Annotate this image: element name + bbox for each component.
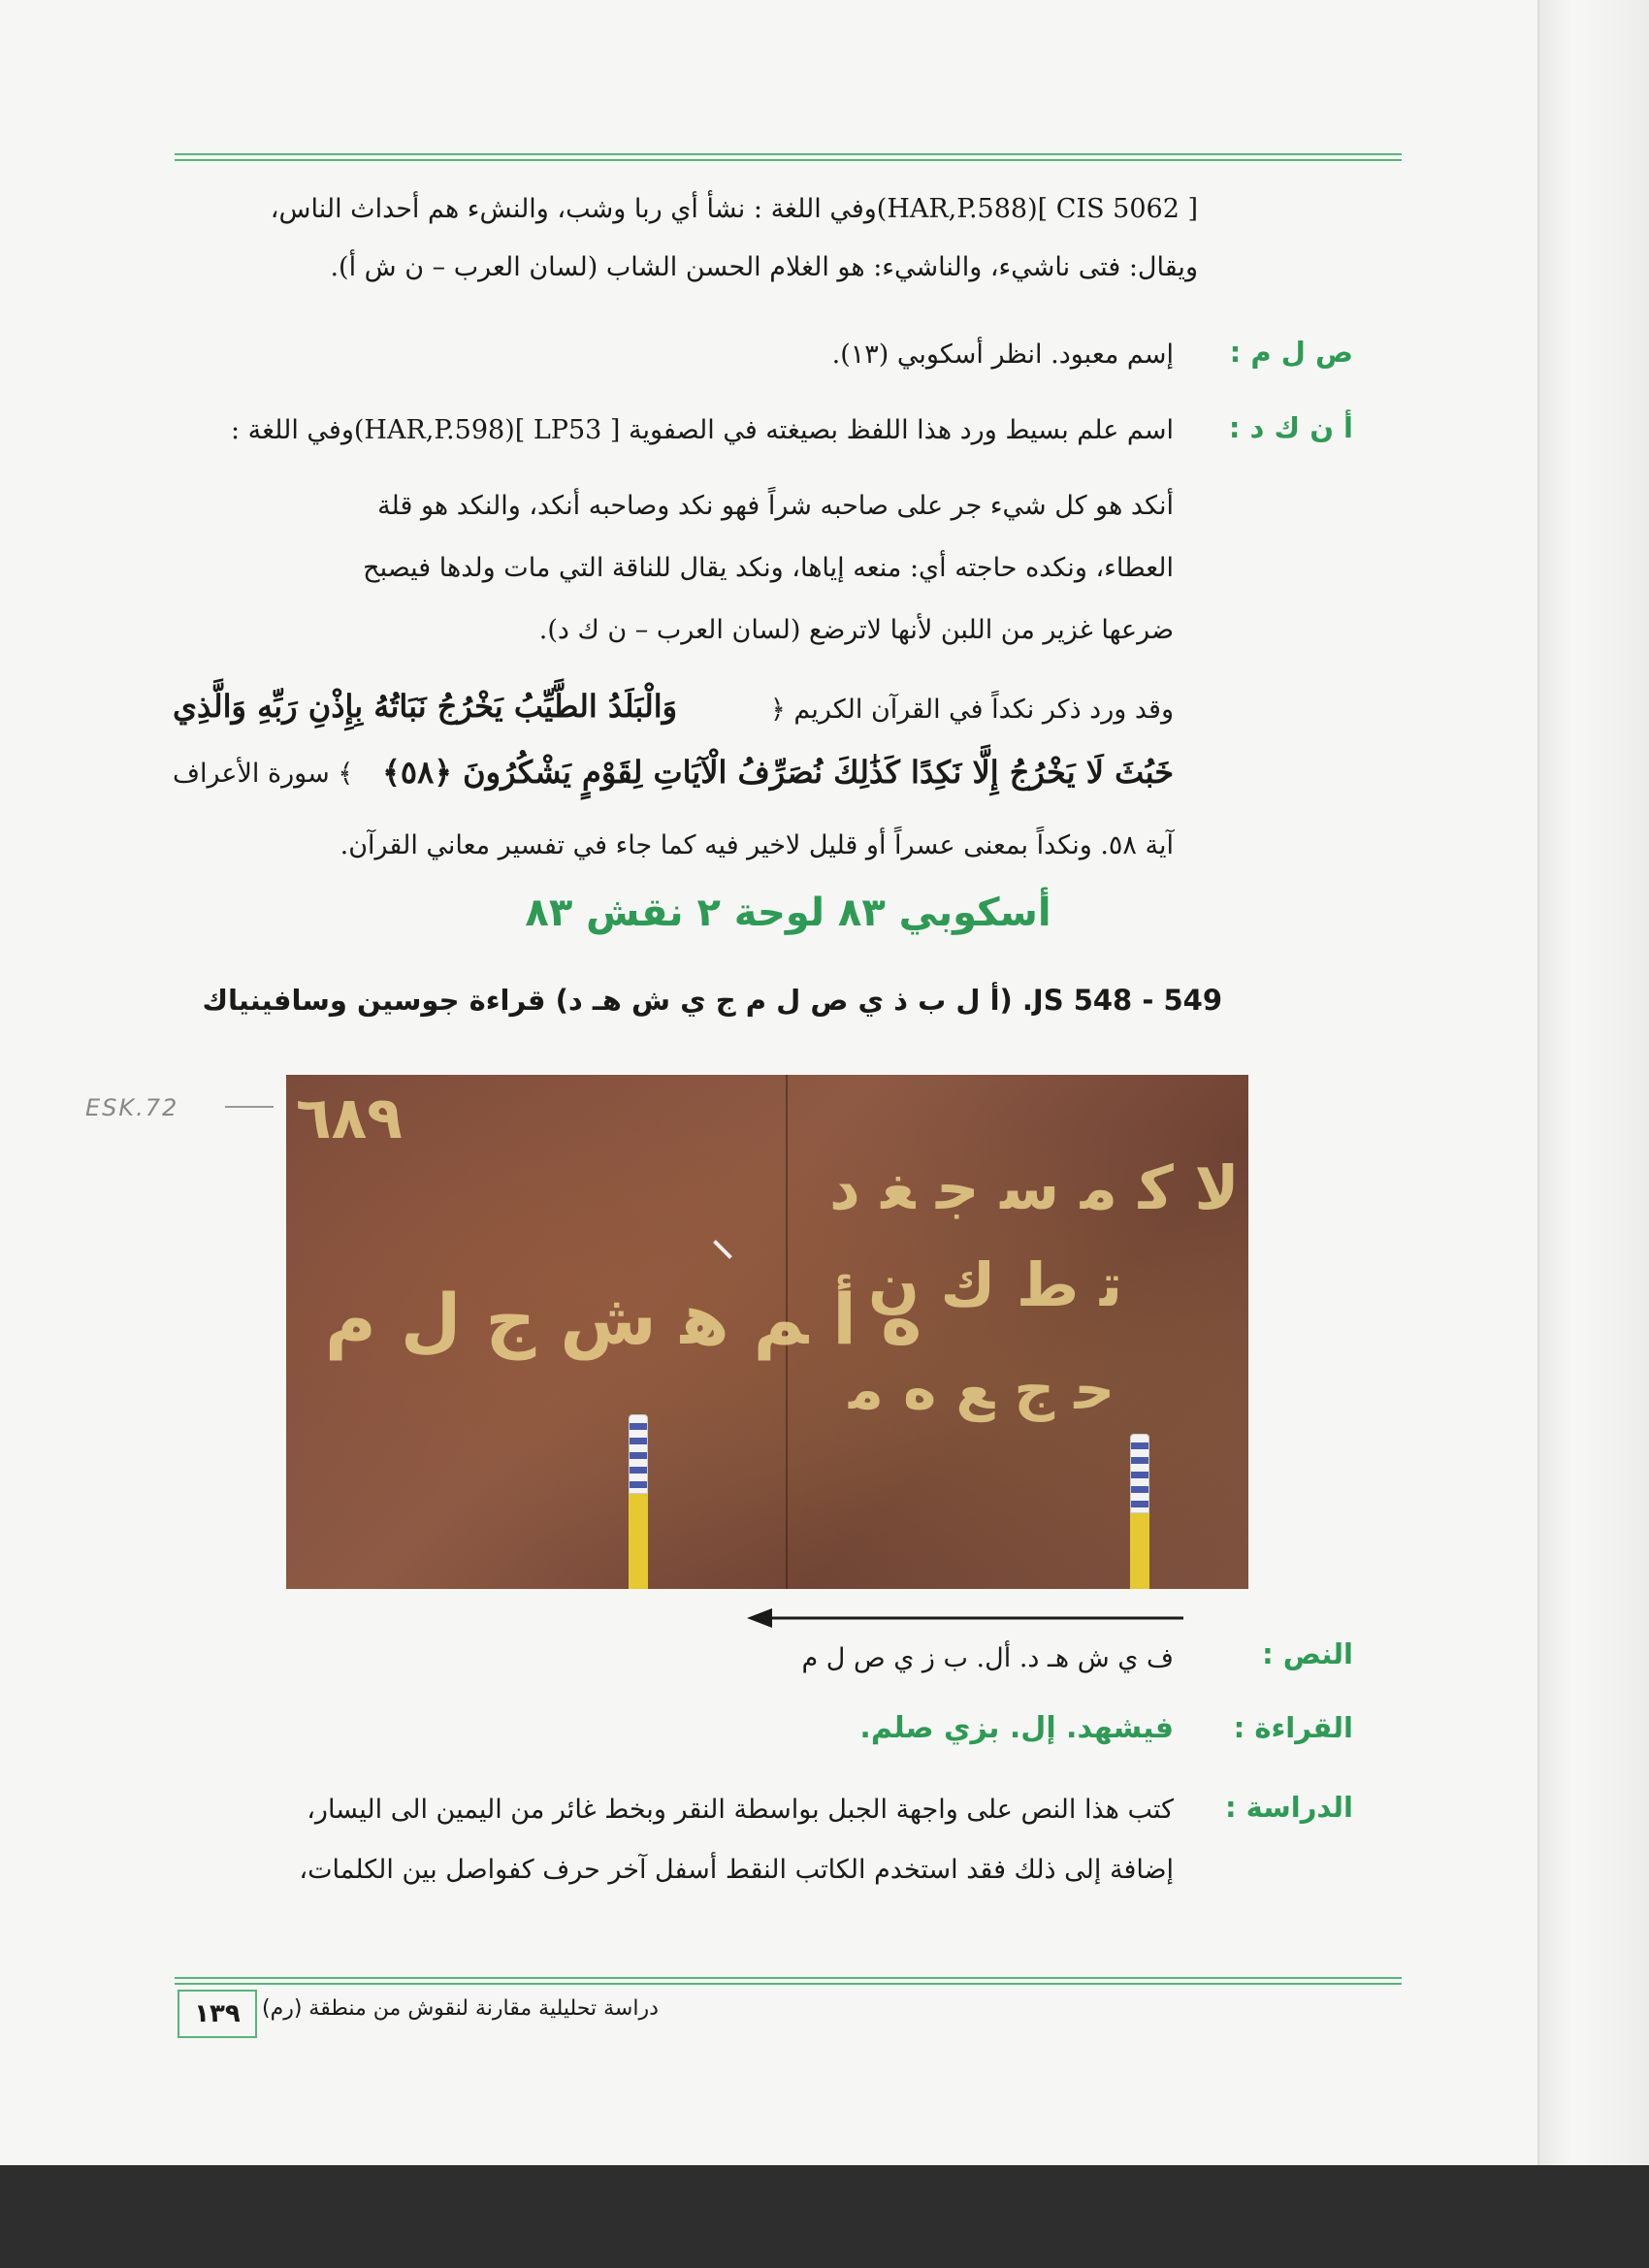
entry-ankd-label: أ ن ك د : (1228, 411, 1353, 444)
scale-marker-right (1130, 1434, 1149, 1589)
photo-arrow-marker (713, 1240, 732, 1259)
entry-ankd-after: آية ٥٨. ونكداً بمعنى عسراً أو قليل لاخير فيه كما جاء في تفسير معاني القرآن. (340, 830, 1174, 860)
handwritten-note: ESK.72 (85, 1094, 179, 1121)
entry-ankd-line4: ضرعها غزير من اللبن لأنها لاترضع (لسان العرب – ن ك د). (538, 615, 1174, 645)
scale-marker-left (629, 1414, 648, 1589)
inscription-top-glyphs: ٦٨٩ (296, 1085, 403, 1152)
header-rule-thin (175, 159, 1402, 161)
quran-source: ﴾ سورة الأعراف (173, 759, 354, 789)
inscription-left-glyphs: ﻩ ﺃ ﻢ ﻫ ﺵ ﺝ ﻝ ﻡ (325, 1279, 922, 1360)
quran-intro: وقد ورد ذكر نكداً في القرآن الكريم ﴿ (769, 695, 1174, 725)
study-line2: إضافة إلى ذلك فقد استخدم الكاتب النقط أسفل آخر حرف كفواصل بين الكلمات، (299, 1855, 1174, 1885)
quran-verse-2: خَبُثَ لَا يَخْرُجُ إِلَّا نَكِدًا كَذَٰلِكَ نُصَرِّفُ الْآيَاتِ لِقَوْمٍ يَشْكُرُونَ ﴿٥٨﴾ (382, 754, 1174, 791)
para1-line1: [ CIS 5062 ](HAR,P.588)وفي اللغة : نشأ أي ربا وشب، والنشء هم أحداث الناس، (270, 194, 1198, 224)
footer-title: دراسة تحليلية مقارنة لنقوش من منطقة (رم) (262, 1996, 659, 2021)
entry-slm-label: ص ل م : (1229, 336, 1353, 369)
study-label: الدراسة : (1224, 1791, 1353, 1824)
inscription-photo (286, 1075, 1248, 1589)
scan-background (0, 2165, 1649, 2268)
section-subheading: JS 548 - 549. (أ ل ب ذ ي ص ل م ج ي ش هـ د) قراءة جوسين وسافينياك (202, 984, 1222, 1017)
header-rule (175, 153, 1402, 155)
para1-line2: ويقال: فتى ناشيء، والناشيء: هو الغلام الحسن الشاب (لسان العرب – ن ش أ). (330, 252, 1198, 282)
reading-value: فيشهد. إل. بزي صلم. (859, 1711, 1174, 1745)
entry-slm-text: إسم معبود. انظر أسكوبي (١٣). (831, 340, 1174, 370)
entry-ankd-line1: اسم علم بسيط ورد هذا اللفظ بصيغته في الصفوية [ LP53 ](HAR,P.598)وفي اللغة : (230, 415, 1174, 445)
page-edge (1537, 0, 1649, 2165)
entry-ankd-line3: العطاء، ونكده حاجته أي: منعه إياها، ونكد يقال للناقة التي مات ولدها فيصبح (363, 553, 1174, 583)
inscription-right-glyphs-2: ﺗ ﻁ ﻙ ﻥ (868, 1249, 1123, 1320)
study-line1: كتب هذا النص على واجهة الجبل بواسطة النقر وبخط غائر من اليمين الى اليسار، (307, 1795, 1174, 1825)
text-value: ف ي ش هـ د. أل. ب ز ي ص ل م (801, 1643, 1174, 1673)
reading-label: القراءة : (1233, 1711, 1353, 1744)
page-number: ١٣٩ (178, 1990, 257, 2038)
reading-direction-arrow (747, 1606, 1183, 1630)
inscription-right-glyphs-1: ﻻ ﻛ ﻣ ﺳ ﺟ ﻐ ﺩ (829, 1152, 1240, 1223)
handwritten-arrow (225, 1106, 274, 1108)
entry-ankd-line2: أنكد هو كل شيء جر على صاحبه شراً فهو نكد وصاحبه أنكد، والنكد هو قلة (377, 491, 1174, 521)
section-heading: أسكوبي ٨٣ لوحة ٢ نقش ٨٣ (525, 891, 1051, 935)
text-label: النص : (1262, 1637, 1353, 1670)
footer-rule (175, 1977, 1402, 1979)
inscription-right-glyphs-3: ﺣ ﺝ ﻊ ﻩ ﻣ (849, 1356, 1116, 1422)
footer-rule-thin (175, 1983, 1402, 1985)
quran-verse-1: وَالْبَلَدُ الطَّيِّبُ يَخْرُجُ نَبَاتُهُ بِإِذْنِ رَبِّهِ وَالَّذِي (173, 688, 678, 725)
